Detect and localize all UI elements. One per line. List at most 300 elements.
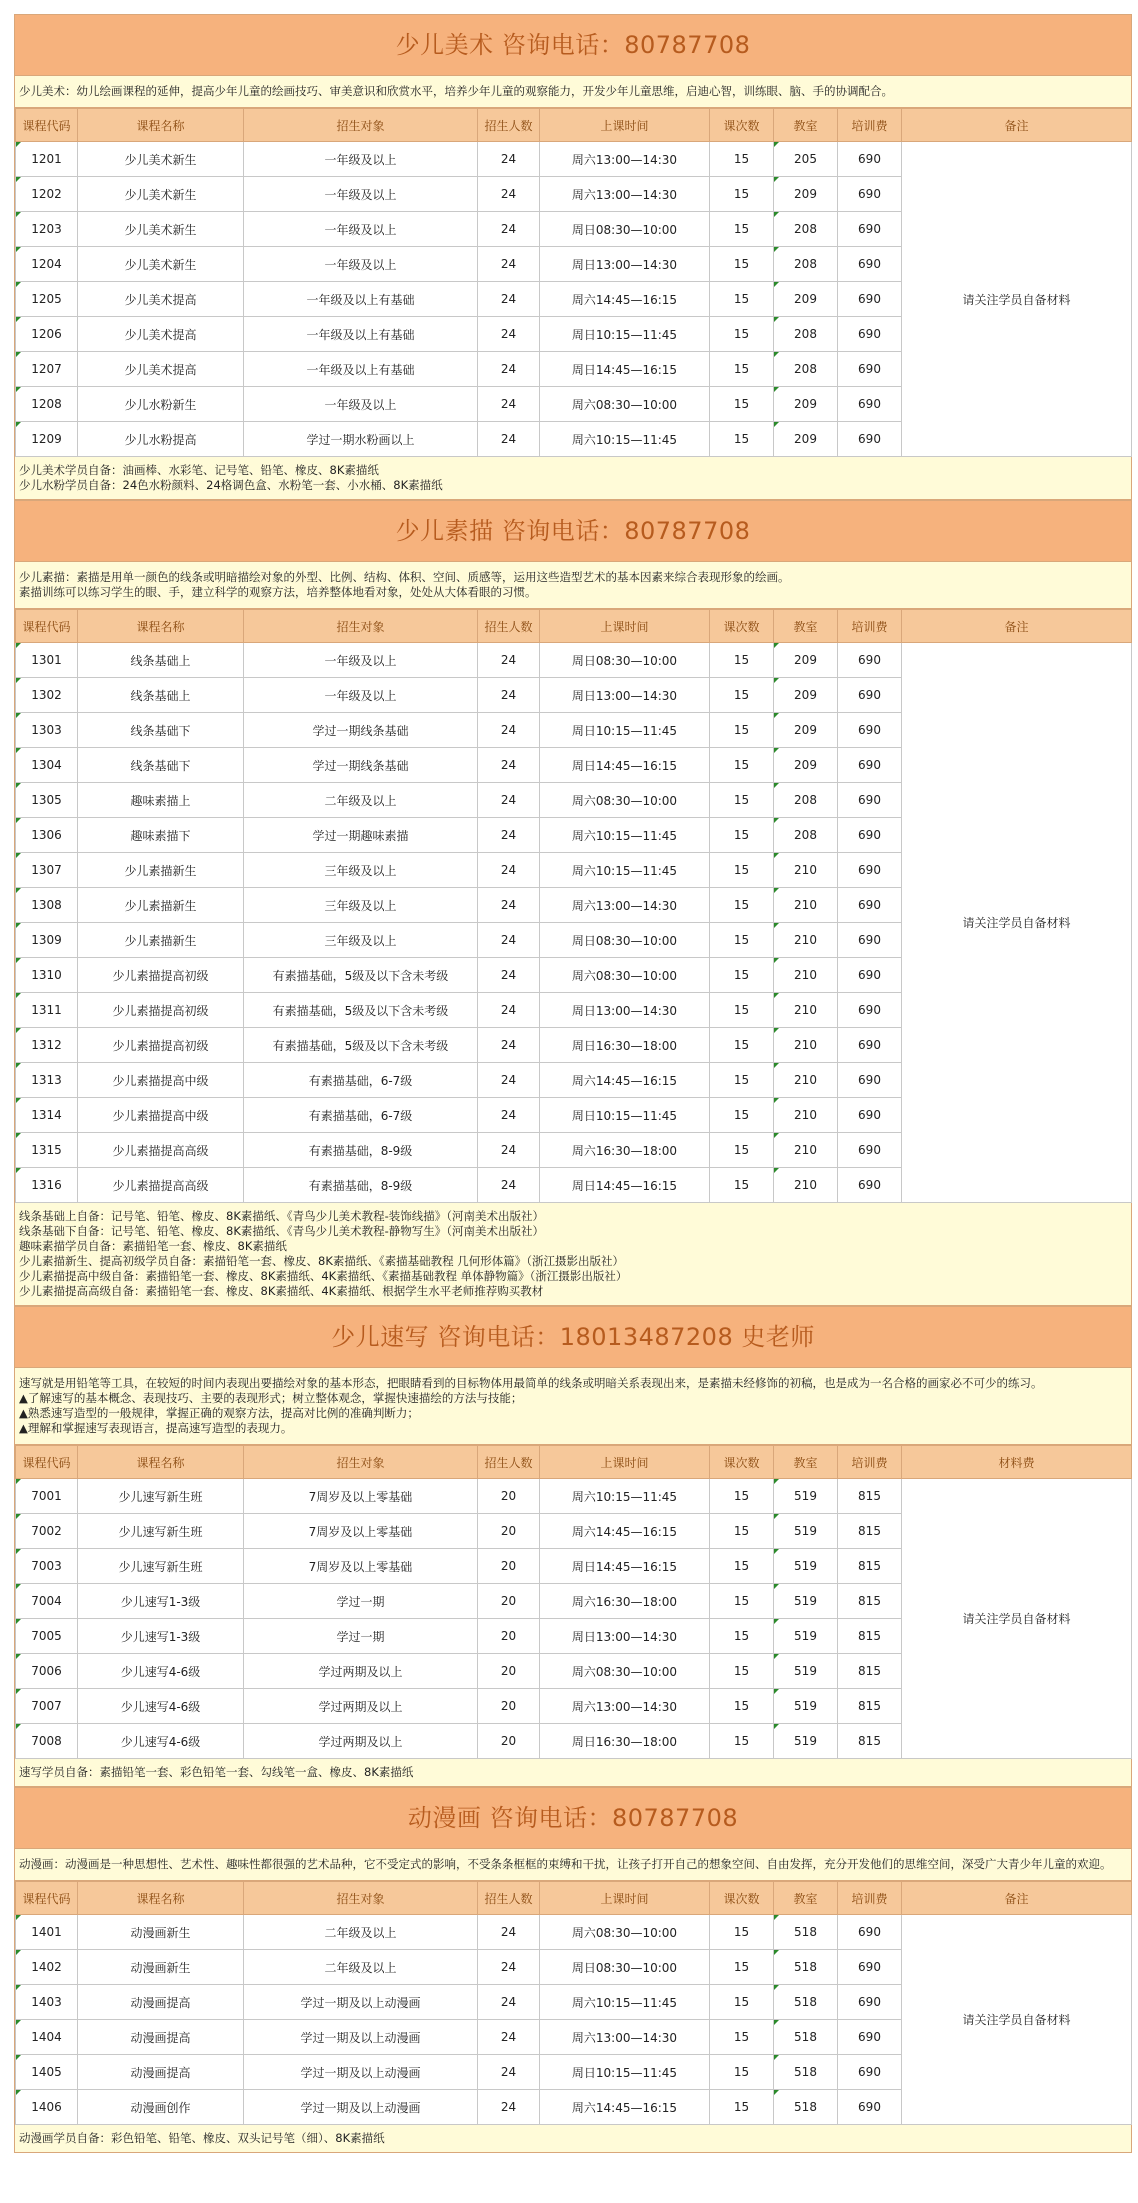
- table-cell: 690: [838, 1168, 902, 1203]
- table-cell: 1304: [16, 748, 78, 783]
- column-header: 课次数: [710, 109, 774, 142]
- table-cell: 24: [478, 1168, 540, 1203]
- table-cell: 1312: [16, 1028, 78, 1063]
- table-cell: 209: [774, 678, 838, 713]
- course-section: [14, 500, 1132, 1306]
- table-cell: 24: [478, 142, 540, 177]
- table-cell: 周日14:45—16:15: [540, 352, 710, 387]
- table-cell: 15: [710, 177, 774, 212]
- column-header: 培训费: [838, 1882, 902, 1915]
- table-cell: 518: [774, 1915, 838, 1950]
- table-cell: 一年级及以上: [244, 247, 478, 282]
- table-cell: 24: [478, 818, 540, 853]
- table-cell: 15: [710, 1619, 774, 1654]
- table-cell: 15: [710, 1724, 774, 1759]
- column-header: 教室: [774, 1446, 838, 1479]
- table-cell: 20: [478, 1514, 540, 1549]
- table-cell: 一年级及以上有基础: [244, 282, 478, 317]
- section-intro: 少儿美术：幼儿绘画课程的延伸，提高少年儿童的绘画技巧、审美意识和欣赏水平，培养少年儿童的观察能力，开发少年儿童思维，启迪心智，训练眼、脑、手的协调配合。: [15, 76, 1131, 108]
- table-cell: 20: [478, 1479, 540, 1514]
- table-cell: 学过一期: [244, 1619, 478, 1654]
- table-cell: 815: [838, 1479, 902, 1514]
- column-header: 教室: [774, 1882, 838, 1915]
- table-cell: 15: [710, 1689, 774, 1724]
- table-cell: 815: [838, 1514, 902, 1549]
- table-cell: 1201: [16, 142, 78, 177]
- table-row: [16, 643, 1132, 678]
- table-cell: 24: [478, 678, 540, 713]
- table-cell: 1406: [16, 2090, 78, 2125]
- table-cell: 周日13:00—14:30: [540, 993, 710, 1028]
- table-cell: 15: [710, 923, 774, 958]
- table-cell: 690: [838, 1985, 902, 2020]
- table-cell: 690: [838, 1133, 902, 1168]
- table-cell: 690: [838, 1950, 902, 1985]
- table-cell: 周日10:15—11:45: [540, 713, 710, 748]
- table-cell: 15: [710, 352, 774, 387]
- section-banner: 少儿素描 咨询电话：80787708: [15, 500, 1131, 562]
- table-cell: 690: [838, 958, 902, 993]
- table-cell: 周六10:15—11:45: [540, 422, 710, 457]
- table-cell: 周日14:45—16:15: [540, 1549, 710, 1584]
- table-cell: 24: [478, 1028, 540, 1063]
- column-header: 培训费: [838, 1446, 902, 1479]
- table-cell: 690: [838, 748, 902, 783]
- table-cell: 有素描基础，5级及以下含未考级: [244, 993, 478, 1028]
- table-cell: 690: [838, 247, 902, 282]
- table-cell: 24: [478, 643, 540, 678]
- table-cell: 学过一期及以上动漫画: [244, 2055, 478, 2090]
- table-cell: 24: [478, 282, 540, 317]
- table-cell: 周六13:00—14:30: [540, 888, 710, 923]
- column-header: 上课时间: [540, 109, 710, 142]
- table-cell: 学过一期: [244, 1584, 478, 1619]
- table-cell: 15: [710, 1168, 774, 1203]
- table-cell: 24: [478, 993, 540, 1028]
- table-cell: 15: [710, 748, 774, 783]
- table-cell: 有素描基础，8-9级: [244, 1168, 478, 1203]
- table-cell: 1307: [16, 853, 78, 888]
- table-cell: 518: [774, 2055, 838, 2090]
- table-cell: 一年级及以上: [244, 643, 478, 678]
- table-cell: 学过两期及以上: [244, 1689, 478, 1724]
- table-cell: 少儿速写新生班: [78, 1514, 244, 1549]
- table-cell: 7005: [16, 1619, 78, 1654]
- table-cell: 少儿速写新生班: [78, 1549, 244, 1584]
- table-cell: 690: [838, 993, 902, 1028]
- table-cell: 1403: [16, 1985, 78, 2020]
- table-cell: 1204: [16, 247, 78, 282]
- table-cell: 690: [838, 422, 902, 457]
- table-cell: 24: [478, 748, 540, 783]
- table-cell: 一年级及以上: [244, 177, 478, 212]
- section-intro: 动漫画：动漫画是一种思想性、艺术性、趣味性都很强的艺术品种，它不受定式的影响，不受条条框框的束缚和干扰，让孩子打开自己的想象空间、自由发挥，充分开发他们的思维空间，深受广大青少年儿童的欢迎。: [15, 1849, 1131, 1881]
- table-cell: 15: [710, 282, 774, 317]
- table-cell: 7002: [16, 1514, 78, 1549]
- column-header: 招生对象: [244, 1446, 478, 1479]
- table-cell: 15: [710, 993, 774, 1028]
- table-cell: 1310: [16, 958, 78, 993]
- column-header: 课次数: [710, 1446, 774, 1479]
- table-cell: 少儿速写1-3级: [78, 1584, 244, 1619]
- table-cell: 少儿速写1-3级: [78, 1619, 244, 1654]
- materials-note: 线条基础上自备：记号笔、铅笔、橡皮、8K素描纸、《青鸟少儿美术教程-装饰线描》（河南美术出版社） 线条基础下自备：记号笔、铅笔、橡皮、8K素描纸、《青鸟少儿美术教程-静物写生》（河南美术出版社） 趣味素描学员自备：素描铅笔一套、橡皮、8K素描纸 少儿素描新生、提高初级学员自备：素描铅笔一套、橡皮、8K素描纸、《素描基础教程 几何形体篇》（浙江摄影出版社） 少儿素描提高中级自备：素描铅笔一套、橡皮、8K素描纸、4K素描纸、《素描基础教程 单体静物篇》（浙江摄影出版社） 少儿素描提高高级自备：素描铅笔一套、橡皮、8K素描纸、4K素描纸、根据学生水平老师推荐购买教材: [15, 1203, 1131, 1306]
- table-cell: 690: [838, 142, 902, 177]
- table-cell: 20: [478, 1549, 540, 1584]
- table-cell: 15: [710, 2020, 774, 2055]
- table-cell: 815: [838, 1689, 902, 1724]
- column-header: 课程代码: [16, 109, 78, 142]
- table-cell: 815: [838, 1584, 902, 1619]
- table-cell: 209: [774, 643, 838, 678]
- table-cell: 周六14:45—16:15: [540, 1514, 710, 1549]
- table-cell: 线条基础上: [78, 678, 244, 713]
- table-cell: 15: [710, 1028, 774, 1063]
- table-header-row: [16, 1882, 1132, 1915]
- table-cell: 有素描基础，5级及以下含未考级: [244, 958, 478, 993]
- table-cell: 690: [838, 282, 902, 317]
- table-cell: 少儿美术提高: [78, 352, 244, 387]
- table-header-row: [16, 1446, 1132, 1479]
- course-table: [15, 1445, 1132, 1759]
- table-cell: 动漫画新生: [78, 1950, 244, 1985]
- table-cell: 15: [710, 212, 774, 247]
- table-cell: 有素描基础，6-7级: [244, 1063, 478, 1098]
- table-cell: 690: [838, 2090, 902, 2125]
- table-cell: 15: [710, 422, 774, 457]
- table-cell: 一年级及以上: [244, 212, 478, 247]
- table-cell: 三年级及以上: [244, 853, 478, 888]
- column-header: 课次数: [710, 1882, 774, 1915]
- table-cell: 周六13:00—14:30: [540, 2020, 710, 2055]
- table-cell: 15: [710, 1133, 774, 1168]
- table-cell: 208: [774, 818, 838, 853]
- table-cell: 208: [774, 247, 838, 282]
- table-cell: 周日16:30—18:00: [540, 1028, 710, 1063]
- table-cell: 24: [478, 1098, 540, 1133]
- table-cell: 210: [774, 888, 838, 923]
- table-cell: 210: [774, 993, 838, 1028]
- table-cell: 周日10:15—11:45: [540, 2055, 710, 2090]
- column-header: 课次数: [710, 610, 774, 643]
- table-cell: 210: [774, 1063, 838, 1098]
- column-header: 课程代码: [16, 1446, 78, 1479]
- table-cell: 周六08:30—10:00: [540, 1654, 710, 1689]
- remarks-cell: 请关注学员自备材料: [902, 1479, 1132, 1759]
- column-header: 课程名称: [78, 1446, 244, 1479]
- table-cell: 24: [478, 783, 540, 818]
- table-cell: 少儿水粉新生: [78, 387, 244, 422]
- table-cell: 209: [774, 748, 838, 783]
- table-cell: 周日14:45—16:15: [540, 1168, 710, 1203]
- table-cell: 1305: [16, 783, 78, 818]
- column-header: 备注: [902, 1882, 1132, 1915]
- table-cell: 24: [478, 247, 540, 282]
- table-cell: 二年级及以上: [244, 1915, 478, 1950]
- table-header-row: [16, 109, 1132, 142]
- table-cell: 15: [710, 247, 774, 282]
- table-cell: 周日08:30—10:00: [540, 1950, 710, 1985]
- column-header: 课程代码: [16, 610, 78, 643]
- table-cell: 少儿美术提高: [78, 317, 244, 352]
- table-cell: 24: [478, 317, 540, 352]
- table-cell: 学过一期线条基础: [244, 713, 478, 748]
- table-cell: 学过一期及以上动漫画: [244, 2090, 478, 2125]
- table-cell: 24: [478, 958, 540, 993]
- table-cell: 24: [478, 422, 540, 457]
- table-cell: 1315: [16, 1133, 78, 1168]
- table-cell: 周六14:45—16:15: [540, 1063, 710, 1098]
- table-cell: 20: [478, 1724, 540, 1759]
- table-cell: 有素描基础，8-9级: [244, 1133, 478, 1168]
- table-cell: 1209: [16, 422, 78, 457]
- table-cell: 一年级及以上有基础: [244, 352, 478, 387]
- table-cell: 519: [774, 1654, 838, 1689]
- section-banner: 少儿速写 咨询电话：18013487208 史老师: [15, 1306, 1131, 1368]
- table-cell: 209: [774, 282, 838, 317]
- table-cell: 208: [774, 783, 838, 818]
- table-cell: 少儿速写4-6级: [78, 1689, 244, 1724]
- table-cell: 519: [774, 1549, 838, 1584]
- table-cell: 1311: [16, 993, 78, 1028]
- table-cell: 1314: [16, 1098, 78, 1133]
- table-cell: 1308: [16, 888, 78, 923]
- table-cell: 周日14:45—16:15: [540, 748, 710, 783]
- table-cell: 少儿水粉提高: [78, 422, 244, 457]
- table-cell: 少儿美术新生: [78, 212, 244, 247]
- table-cell: 24: [478, 888, 540, 923]
- table-cell: 24: [478, 713, 540, 748]
- table-cell: 15: [710, 1654, 774, 1689]
- section-intro: 少儿素描：素描是用单一颜色的线条或明暗描绘对象的外型、比例、结构、体积、空间、质感等，运用这些造型艺术的基本因素来综合表现形象的绘画。 素描训练可以练习学生的眼、手，建立科学的观察方法，培养整体地看对象，处处从大体看眼的习惯。: [15, 562, 1131, 609]
- table-cell: 1309: [16, 923, 78, 958]
- table-cell: 少儿美术新生: [78, 142, 244, 177]
- table-cell: 208: [774, 212, 838, 247]
- table-cell: 一年级及以上: [244, 678, 478, 713]
- table-cell: 1302: [16, 678, 78, 713]
- table-cell: 学过两期及以上: [244, 1724, 478, 1759]
- table-cell: 周日16:30—18:00: [540, 1724, 710, 1759]
- table-cell: 690: [838, 643, 902, 678]
- table-cell: 519: [774, 1479, 838, 1514]
- table-cell: 周六10:15—11:45: [540, 1985, 710, 2020]
- table-cell: 线条基础下: [78, 748, 244, 783]
- table-cell: 24: [478, 1950, 540, 1985]
- table-cell: 690: [838, 2055, 902, 2090]
- table-cell: 15: [710, 1584, 774, 1619]
- materials-note: 速写学员自备：素描铅笔一套、彩色铅笔一套、勾线笔一盒、橡皮、8K素描纸: [15, 1759, 1131, 1787]
- column-header: 招生人数: [478, 610, 540, 643]
- table-cell: 210: [774, 853, 838, 888]
- table-cell: 690: [838, 888, 902, 923]
- table-cell: 周六10:15—11:45: [540, 853, 710, 888]
- table-cell: 1208: [16, 387, 78, 422]
- table-cell: 7004: [16, 1584, 78, 1619]
- table-cell: 动漫画创作: [78, 2090, 244, 2125]
- column-header: 上课时间: [540, 1446, 710, 1479]
- table-cell: 7007: [16, 1689, 78, 1724]
- table-cell: 815: [838, 1724, 902, 1759]
- table-cell: 690: [838, 678, 902, 713]
- table-cell: 少儿素描提高中级: [78, 1063, 244, 1098]
- table-cell: 有素描基础，6-7级: [244, 1098, 478, 1133]
- remarks-cell: 请关注学员自备材料: [902, 1915, 1132, 2125]
- table-cell: 周日08:30—10:00: [540, 212, 710, 247]
- table-cell: 线条基础上: [78, 643, 244, 678]
- table-cell: 学过一期及以上动漫画: [244, 1985, 478, 2020]
- table-cell: 15: [710, 853, 774, 888]
- table-cell: 少儿素描新生: [78, 923, 244, 958]
- table-cell: 24: [478, 923, 540, 958]
- table-cell: 周六10:15—11:45: [540, 818, 710, 853]
- table-cell: 趣味素描下: [78, 818, 244, 853]
- table-cell: 1202: [16, 177, 78, 212]
- table-cell: 1404: [16, 2020, 78, 2055]
- table-cell: 学过两期及以上: [244, 1654, 478, 1689]
- table-cell: 815: [838, 1654, 902, 1689]
- table-cell: 208: [774, 317, 838, 352]
- table-cell: 少儿素描提高高级: [78, 1133, 244, 1168]
- table-cell: 一年级及以上有基础: [244, 317, 478, 352]
- table-cell: 24: [478, 177, 540, 212]
- table-cell: 690: [838, 853, 902, 888]
- table-cell: 周六14:45—16:15: [540, 2090, 710, 2125]
- table-cell: 24: [478, 1915, 540, 1950]
- table-cell: 690: [838, 818, 902, 853]
- column-header: 招生对象: [244, 109, 478, 142]
- column-header: 课程名称: [78, 1882, 244, 1915]
- table-cell: 周六13:00—14:30: [540, 177, 710, 212]
- column-header: 材料费: [902, 1446, 1132, 1479]
- table-cell: 210: [774, 958, 838, 993]
- course-table: [15, 1881, 1132, 2125]
- table-cell: 519: [774, 1724, 838, 1759]
- table-cell: 15: [710, 888, 774, 923]
- table-cell: 690: [838, 1098, 902, 1133]
- table-cell: 15: [710, 1514, 774, 1549]
- table-cell: 少儿素描新生: [78, 853, 244, 888]
- table-cell: 周六10:15—11:45: [540, 1479, 710, 1514]
- table-cell: 二年级及以上: [244, 1950, 478, 1985]
- table-row: [16, 1915, 1132, 1950]
- table-cell: 24: [478, 352, 540, 387]
- table-cell: 690: [838, 177, 902, 212]
- table-cell: 7006: [16, 1654, 78, 1689]
- table-cell: 7周岁及以上零基础: [244, 1549, 478, 1584]
- column-header: 课程名称: [78, 610, 244, 643]
- table-cell: 519: [774, 1619, 838, 1654]
- table-cell: 15: [710, 1950, 774, 1985]
- table-cell: 519: [774, 1584, 838, 1619]
- table-cell: 三年级及以上: [244, 923, 478, 958]
- table-cell: 518: [774, 2020, 838, 2055]
- column-header: 招生对象: [244, 610, 478, 643]
- table-cell: 7003: [16, 1549, 78, 1584]
- table-cell: 518: [774, 1985, 838, 2020]
- table-cell: 一年级及以上: [244, 142, 478, 177]
- table-cell: 15: [710, 317, 774, 352]
- table-cell: 15: [710, 713, 774, 748]
- table-cell: 1207: [16, 352, 78, 387]
- course-schedule-page: [14, 14, 1132, 2153]
- table-cell: 少儿速写新生班: [78, 1479, 244, 1514]
- table-cell: 少儿素描提高初级: [78, 958, 244, 993]
- table-cell: 少儿美术新生: [78, 247, 244, 282]
- table-cell: 15: [710, 1549, 774, 1584]
- table-cell: 少儿素描提高中级: [78, 1098, 244, 1133]
- table-cell: 20: [478, 1689, 540, 1724]
- table-row: [16, 142, 1132, 177]
- column-header: 教室: [774, 610, 838, 643]
- table-cell: 210: [774, 1028, 838, 1063]
- table-cell: 15: [710, 643, 774, 678]
- table-cell: 24: [478, 1985, 540, 2020]
- table-cell: 15: [710, 1479, 774, 1514]
- table-cell: 周日10:15—11:45: [540, 1098, 710, 1133]
- table-cell: 690: [838, 2020, 902, 2055]
- table-cell: 690: [838, 1028, 902, 1063]
- table-cell: 815: [838, 1549, 902, 1584]
- column-header: 招生人数: [478, 109, 540, 142]
- table-cell: 趣味素描上: [78, 783, 244, 818]
- table-cell: 线条基础下: [78, 713, 244, 748]
- table-cell: 20: [478, 1584, 540, 1619]
- table-cell: 15: [710, 1098, 774, 1133]
- table-cell: 690: [838, 212, 902, 247]
- table-cell: 周六16:30—18:00: [540, 1584, 710, 1619]
- table-cell: 690: [838, 783, 902, 818]
- table-cell: 少儿速写4-6级: [78, 1654, 244, 1689]
- table-cell: 少儿素描提高初级: [78, 993, 244, 1028]
- table-cell: 690: [838, 317, 902, 352]
- table-cell: 690: [838, 1063, 902, 1098]
- table-cell: 学过一期及以上动漫画: [244, 2020, 478, 2055]
- table-cell: 15: [710, 142, 774, 177]
- course-table: [15, 108, 1132, 457]
- table-cell: 690: [838, 1915, 902, 1950]
- table-cell: 15: [710, 2090, 774, 2125]
- materials-note: 少儿美术学员自备：油画棒、水彩笔、记号笔、铅笔、橡皮、8K素描纸 少儿水粉学员自备：24色水粉颜料、24格调色盒、水粉笔一套、小水桶、8K素描纸: [15, 457, 1131, 500]
- table-cell: 少儿美术提高: [78, 282, 244, 317]
- table-cell: 1405: [16, 2055, 78, 2090]
- table-cell: 209: [774, 177, 838, 212]
- table-cell: 205: [774, 142, 838, 177]
- table-cell: 15: [710, 818, 774, 853]
- table-cell: 24: [478, 1133, 540, 1168]
- section-intro: 速写就是用铅笔等工具，在较短的时间内表现出要描绘对象的基本形态，把眼睛看到的目标物体用最简单的线条或明暗关系表现出来，是素描未经修饰的初稿，也是成为一名合格的画家必不可少的练习。 ▲了解速写的基本概念、表现技巧、主要的表现形式；树立整体观念，掌握快速描绘的方法与技能； ▲熟悉速写造型的一般规律，掌握正确的观察方法，提高对比例的准确判断力； ▲理解和掌握速写表现语言，提高速写造型的表现力。: [15, 1368, 1131, 1445]
- table-cell: 一年级及以上: [244, 387, 478, 422]
- table-cell: 有素描基础，5级及以下含未考级: [244, 1028, 478, 1063]
- table-cell: 208: [774, 352, 838, 387]
- table-cell: 动漫画新生: [78, 1915, 244, 1950]
- table-cell: 1301: [16, 643, 78, 678]
- table-cell: 20: [478, 1654, 540, 1689]
- table-cell: 1206: [16, 317, 78, 352]
- table-cell: 690: [838, 923, 902, 958]
- table-cell: 周日13:00—14:30: [540, 1619, 710, 1654]
- table-cell: 周日13:00—14:30: [540, 247, 710, 282]
- table-cell: 20: [478, 1619, 540, 1654]
- column-header: 招生对象: [244, 1882, 478, 1915]
- table-cell: 1313: [16, 1063, 78, 1098]
- table-cell: 周六14:45—16:15: [540, 282, 710, 317]
- course-section: [14, 1306, 1132, 1787]
- remarks-cell: 请关注学员自备材料: [902, 142, 1132, 457]
- table-cell: 210: [774, 923, 838, 958]
- materials-note: 动漫画学员自备：彩色铅笔、铅笔、橡皮、双头记号笔（细）、8K素描纸: [15, 2125, 1131, 2153]
- column-header: 招生人数: [478, 1882, 540, 1915]
- table-cell: 7001: [16, 1479, 78, 1514]
